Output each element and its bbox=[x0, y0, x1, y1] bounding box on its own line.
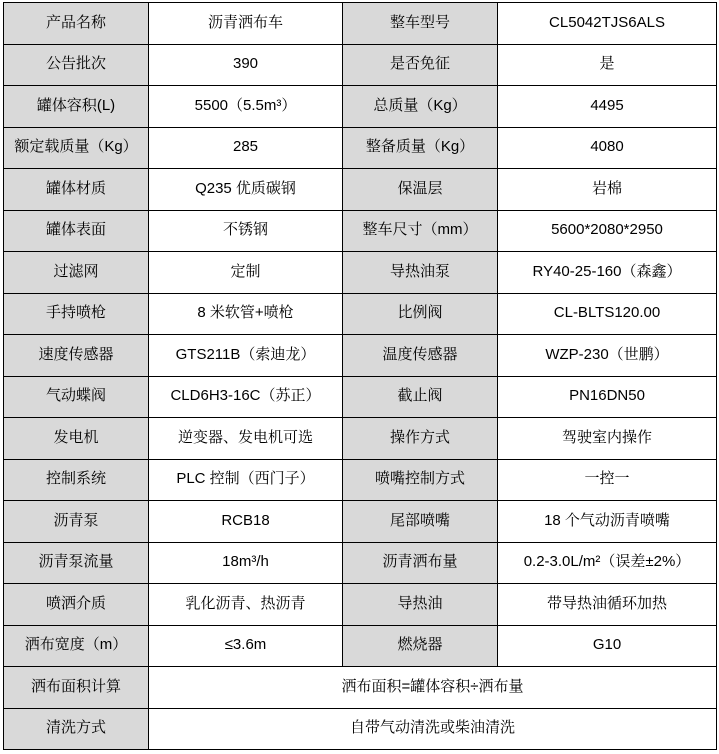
spec-value: 390 bbox=[149, 44, 343, 86]
table-row bbox=[4, 127, 717, 169]
spec-value: 18m³/h bbox=[149, 542, 343, 584]
table-row bbox=[4, 625, 717, 667]
spec-label: 额定载质量（Kg） bbox=[4, 127, 149, 169]
spec-value: 285 bbox=[149, 127, 343, 169]
table-row bbox=[4, 459, 717, 501]
spec-value: 5600*2080*2950 bbox=[498, 210, 717, 252]
spec-value: 0.2-3.0L/m²（误差±2%） bbox=[498, 542, 717, 584]
spec-label: 沥青泵 bbox=[4, 501, 149, 543]
spec-table-body bbox=[4, 3, 717, 750]
spec-value: 沥青洒布车 bbox=[149, 3, 343, 45]
spec-label: 清洗方式 bbox=[4, 708, 149, 750]
table-row bbox=[4, 501, 717, 543]
spec-label: 罐体容积(L) bbox=[4, 86, 149, 128]
spec-value: ≤3.6m bbox=[149, 625, 343, 667]
table-row bbox=[4, 376, 717, 418]
spec-label: 沥青泵流量 bbox=[4, 542, 149, 584]
spec-value: GTS211B（索迪龙） bbox=[149, 335, 343, 377]
spec-label: 洒布宽度（m） bbox=[4, 625, 149, 667]
spec-value: 定制 bbox=[149, 252, 343, 294]
spec-label: 喷洒介质 bbox=[4, 584, 149, 626]
spec-value: 是 bbox=[498, 44, 717, 86]
table-row bbox=[4, 542, 717, 584]
spec-value: RCB18 bbox=[149, 501, 343, 543]
spec-value: 岩棉 bbox=[498, 169, 717, 211]
spec-label: 发电机 bbox=[4, 418, 149, 460]
spec-label: 整备质量（Kg） bbox=[343, 127, 498, 169]
spec-value: CL5042TJS6ALS bbox=[498, 3, 717, 45]
spec-value: 18 个气动沥青喷嘴 bbox=[498, 501, 717, 543]
spec-label: 保温层 bbox=[343, 169, 498, 211]
table-row bbox=[4, 293, 717, 335]
spec-value-wide: 自带气动清洗或柴油清洗 bbox=[149, 708, 717, 750]
spec-value: 带导热油循环加热 bbox=[498, 584, 717, 626]
spec-value: RY40-25-160（森鑫） bbox=[498, 252, 717, 294]
spec-value-wide: 洒布面积=罐体容积÷洒布量 bbox=[149, 667, 717, 709]
spec-label: 燃烧器 bbox=[343, 625, 498, 667]
spec-label: 过滤网 bbox=[4, 252, 149, 294]
table-row bbox=[4, 169, 717, 211]
spec-label: 洒布面积计算 bbox=[4, 667, 149, 709]
spec-label: 控制系统 bbox=[4, 459, 149, 501]
spec-value: WZP-230（世鹏） bbox=[498, 335, 717, 377]
spec-value: 乳化沥青、热沥青 bbox=[149, 584, 343, 626]
spec-value: G10 bbox=[498, 625, 717, 667]
spec-value: CL-BLTS120.00 bbox=[498, 293, 717, 335]
table-row bbox=[4, 584, 717, 626]
spec-value: PN16DN50 bbox=[498, 376, 717, 418]
spec-label: 速度传感器 bbox=[4, 335, 149, 377]
table-row bbox=[4, 210, 717, 252]
spec-value: Q235 优质碳钢 bbox=[149, 169, 343, 211]
spec-label: 尾部喷嘴 bbox=[343, 501, 498, 543]
table-row bbox=[4, 708, 717, 750]
spec-label: 温度传感器 bbox=[343, 335, 498, 377]
spec-value: 4495 bbox=[498, 86, 717, 128]
spec-value: 不锈钢 bbox=[149, 210, 343, 252]
spec-label: 沥青洒布量 bbox=[343, 542, 498, 584]
spec-label: 是否免征 bbox=[343, 44, 498, 86]
spec-label: 罐体材质 bbox=[4, 169, 149, 211]
spec-label: 整车尺寸（mm） bbox=[343, 210, 498, 252]
table-row bbox=[4, 252, 717, 294]
spec-label: 气动蝶阀 bbox=[4, 376, 149, 418]
table-row bbox=[4, 3, 717, 45]
spec-label: 手持喷枪 bbox=[4, 293, 149, 335]
spec-value: PLC 控制（西门子） bbox=[149, 459, 343, 501]
spec-value: 逆变器、发电机可选 bbox=[149, 418, 343, 460]
spec-label: 总质量（Kg） bbox=[343, 86, 498, 128]
spec-value: 一控一 bbox=[498, 459, 717, 501]
vehicle-specification-table bbox=[3, 2, 717, 750]
spec-label: 导热油 bbox=[343, 584, 498, 626]
table-row bbox=[4, 44, 717, 86]
spec-label: 整车型号 bbox=[343, 3, 498, 45]
spec-value: 4080 bbox=[498, 127, 717, 169]
spec-value: 5500（5.5m³） bbox=[149, 86, 343, 128]
table-row bbox=[4, 667, 717, 709]
spec-label: 公告批次 bbox=[4, 44, 149, 86]
spec-value: 驾驶室内操作 bbox=[498, 418, 717, 460]
spec-label: 产品名称 bbox=[4, 3, 149, 45]
spec-label: 比例阀 bbox=[343, 293, 498, 335]
spec-label: 导热油泵 bbox=[343, 252, 498, 294]
table-row bbox=[4, 418, 717, 460]
spec-label: 截止阀 bbox=[343, 376, 498, 418]
spec-label: 罐体表面 bbox=[4, 210, 149, 252]
table-row bbox=[4, 86, 717, 128]
table-row bbox=[4, 335, 717, 377]
spec-value: CLD6H3-16C（苏正） bbox=[149, 376, 343, 418]
spec-label: 喷嘴控制方式 bbox=[343, 459, 498, 501]
spec-value: 8 米软管+喷枪 bbox=[149, 293, 343, 335]
spec-label: 操作方式 bbox=[343, 418, 498, 460]
